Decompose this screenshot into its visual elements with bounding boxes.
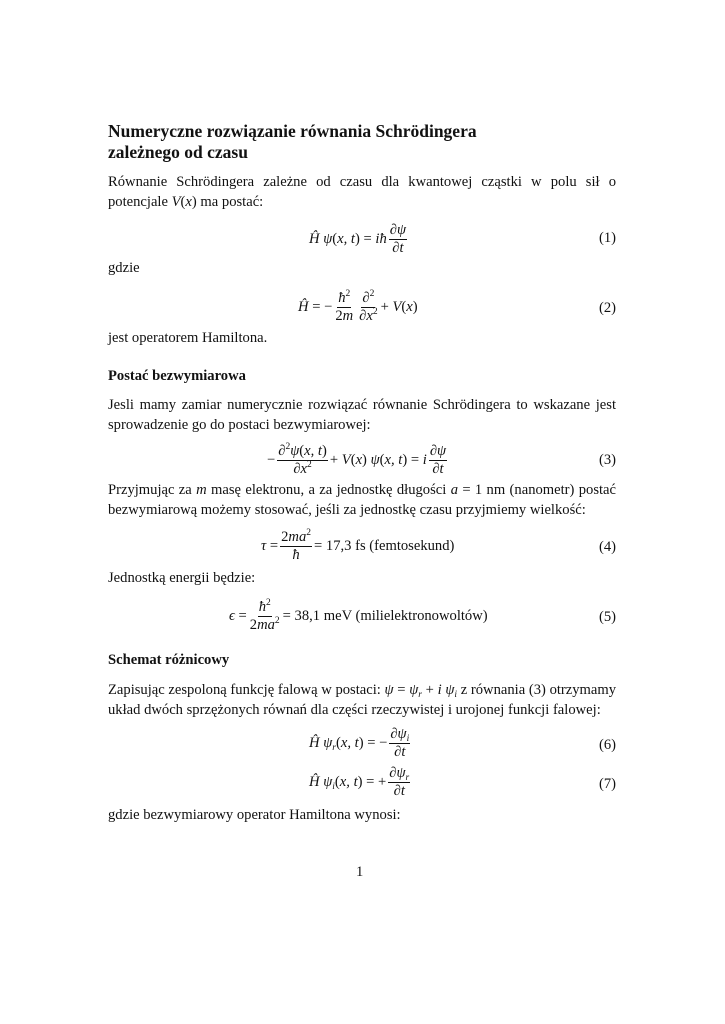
equation-1: Ĥ ψ(x, t) = iħ $\frac{\partial\psi}{\partial t}$ <box>309 222 407 256</box>
scheme-text-b: z równania (3) otrzymamy układ dwóch sprzężonych równań dla części rzeczywistej i urojonej funkcji falowej: <box>108 682 617 718</box>
intro-paragraph: Równanie Schrödingera zależne od czasu dla kwantowej cząstki w polu sił o potencjale V(x) ma postać: <box>108 174 616 210</box>
equation-4: τ = $\frac{2ma^2}{ħ}$ = 17,3 fs (femtosekund) <box>261 528 455 563</box>
title-line-1: Numeryczne rozwiązanie równania Schrödingera <box>108 121 477 141</box>
scheme-paragraph: Zapisując zespoloną funkcję falową w postaci: $\psi = \psi_r + i$ $\psi_i$ z równania (3) otrzymamy układ dwóch sprzężonych równań dla części rzeczywistej i urojonej funkcji falowej: <box>108 682 617 718</box>
equation-7: Ĥ $\psi_i(x$, t) = + $\frac{\partial\psi_r}{\partial t}$ <box>309 765 410 799</box>
final-text: gdzie bezwymiarowy operator Hamiltona wynosi: <box>108 807 401 823</box>
units-paragraph: Przyjmując za m masę elektronu, a za jednostkę długości a = 1 nm (nanometr) postać bezwymiarową możemy stosować, jeśli za jednostkę czasu przyjmiemy wielkość: <box>108 482 617 518</box>
dimensionless-paragraph: Jesli mamy zamiar numerycznie rozwiązać równanie Schrödingera to wskazane jest sprowadzenie go do postaci bezwymiarowej: <box>108 397 616 433</box>
equation-3: − $\frac{\partial^2\psi(x, t)}{\partial x^2}$ + V(x) ψ(x, t) = i $\frac{\partial\psi}{\partial t}$ <box>267 442 447 477</box>
section-heading-scheme: Schemat różnicowy <box>108 652 230 668</box>
intro-text-b: ma postać: <box>200 194 264 210</box>
equation-number-7: (7) <box>598 776 616 792</box>
eq4-value: = 17,3 fs (femtosekund) <box>314 538 455 554</box>
intro-text-a: Równanie Schrödingera zależne od czasu dla kwantowej cząstki w polu sił o potencjale <box>108 174 616 210</box>
equation-5: ϵ = $\frac{ħ^2}{2ma^2}$ = 38,1 meV (milielektronowoltów) <box>229 598 488 633</box>
title-line-2: zależnego od czasu <box>108 142 248 162</box>
page-number: 1 <box>356 864 364 880</box>
equation-2: Ĥ = − $\frac{ħ^2}{2m}$ $\frac{\partial^2}{\partial x^2}$ + V(x) <box>298 289 418 324</box>
equation-number-5: (5) <box>598 609 616 625</box>
scheme-text-a: Zapisując zespoloną funkcję falową w postaci: <box>108 682 381 698</box>
units-text-b: masę elektronu, a za jednostkę długości <box>211 482 447 498</box>
equation-number-3: (3) <box>598 452 616 468</box>
units-text-a: Przyjmując za <box>108 482 192 498</box>
operator-text: jest operatorem Hamiltona. <box>108 330 268 346</box>
energy-unit-text: Jednostką energii będzie: <box>108 570 256 586</box>
page-title <box>108 121 477 163</box>
gdzie-text: gdzie <box>108 260 140 276</box>
equation-number-6: (6) <box>598 737 616 753</box>
units-text-c: = 1 nm (nanometr) postać bezwymiarową możemy stosować, jeśli za jednostkę czasu przyjmiemy wielkość: <box>108 482 617 518</box>
equation-6: Ĥ $\psi_r(x$, t) = − $\frac{\partial\psi_i}{\partial t}$ <box>309 726 410 760</box>
equation-number-1: (1) <box>598 230 616 246</box>
equation-number-4: (4) <box>598 539 616 555</box>
eq5-value: = 38,1 meV (milielektronowoltów) <box>282 608 488 624</box>
section-heading-dimensionless: Postać bezwymiarowa <box>108 368 246 384</box>
equation-number-2: (2) <box>598 300 616 316</box>
